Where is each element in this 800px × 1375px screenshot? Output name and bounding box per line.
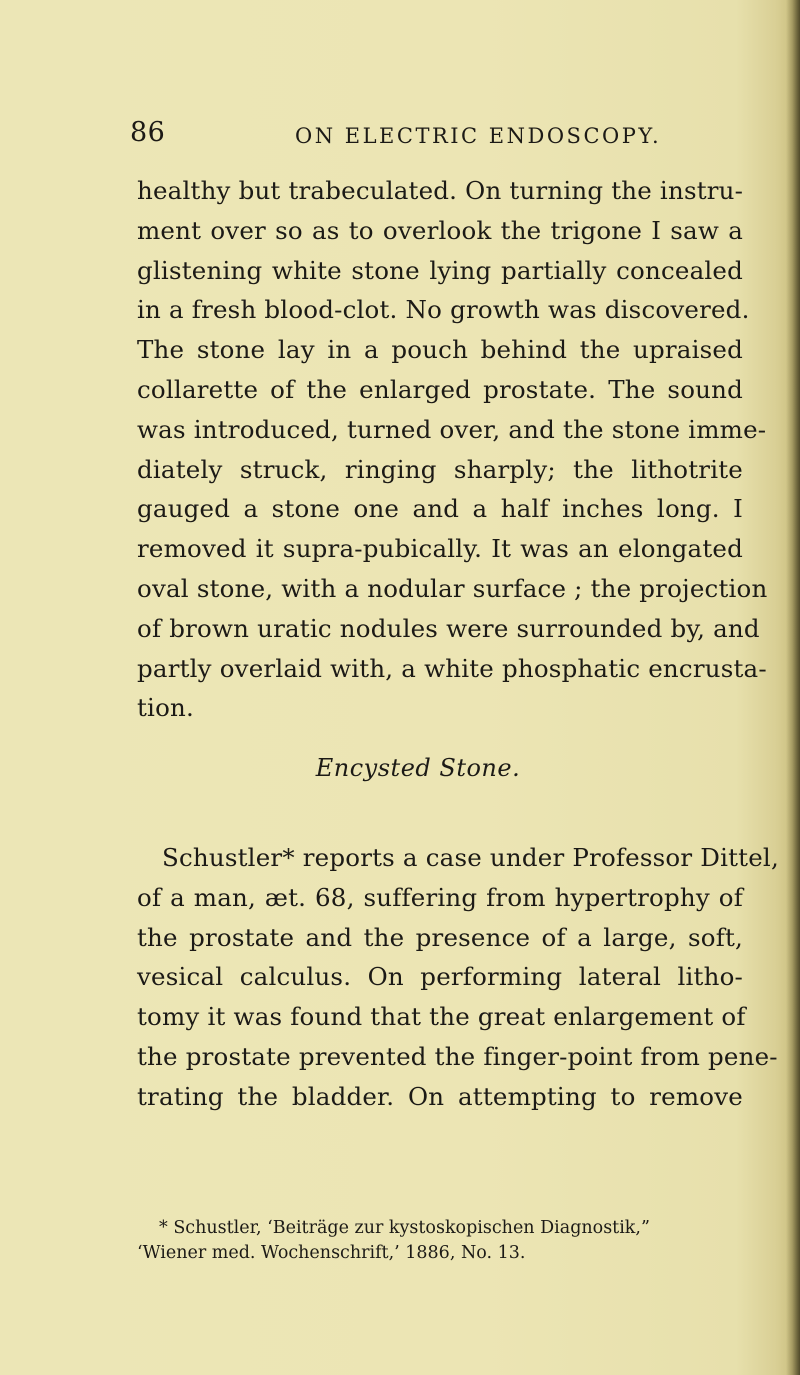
text-line: diately struck, ringing sharply; the lithotrite <box>137 454 743 484</box>
section-heading-text: Encysted Stone. <box>315 754 521 782</box>
text-line: partly overlaid with, a white phosphatic encrusta- <box>137 653 767 683</box>
text-line: the prostate and the presence of a large, soft, <box>137 922 743 952</box>
paragraph-1 <box>137 171 768 728</box>
footnote <box>137 1216 743 1266</box>
text-line: vesical calculus. On performing lateral litho- <box>137 962 743 992</box>
page-number: 86 <box>130 117 166 148</box>
text-line: oval stone, with a nodular surface ; the projection <box>137 573 768 603</box>
text-line: trating the bladder. On attempting to remove <box>137 1081 743 1111</box>
page-header <box>0 118 800 158</box>
text-line: glistening white stone lying partially concealed <box>137 255 743 285</box>
text-line: removed it supra-pubically. It was an elongated <box>137 534 743 564</box>
text-line: in a fresh blood-clot. No growth was discovered. <box>137 295 750 325</box>
text-line: tion. <box>137 693 194 723</box>
section-heading <box>0 753 800 783</box>
text-line: tomy it was found that the great enlargement of <box>137 1002 746 1032</box>
text-line: gauged a stone one and a half inches long. I <box>137 494 743 524</box>
text-line: the prostate prevented the finger-point from pene- <box>137 1041 778 1071</box>
text-line: ment over so as to overlook the trigone I saw a <box>137 215 743 245</box>
text-line: The stone lay in a pouch behind the upraised <box>137 335 743 365</box>
text-line: healthy but trabeculated. On turning the instru- <box>137 176 744 205</box>
text-line: collarette of the enlarged prostate. The sound <box>137 374 743 404</box>
footnote-line: ‘Wiener med. Wochenschrift,’ 1886, No. 13. <box>137 1243 526 1263</box>
footnote-line: * Schustler, ‘Beiträge zur kystoskopischen Diagnostik,” <box>159 1218 650 1238</box>
text-line: of a man, æt. 68, suffering from hypertrophy of <box>137 882 743 912</box>
paragraph-2 <box>137 838 779 1117</box>
running-head: ON ELECTRIC ENDOSCOPY. <box>295 124 662 148</box>
text-line: of brown uratic nodules were surrounded by, and <box>137 613 760 643</box>
text-line: was introduced, turned over, and the stone imme- <box>137 414 767 444</box>
text-line: Schustler* reports a case under Professor Dittel, <box>162 843 779 872</box>
page-edge-shadow <box>786 0 800 1375</box>
